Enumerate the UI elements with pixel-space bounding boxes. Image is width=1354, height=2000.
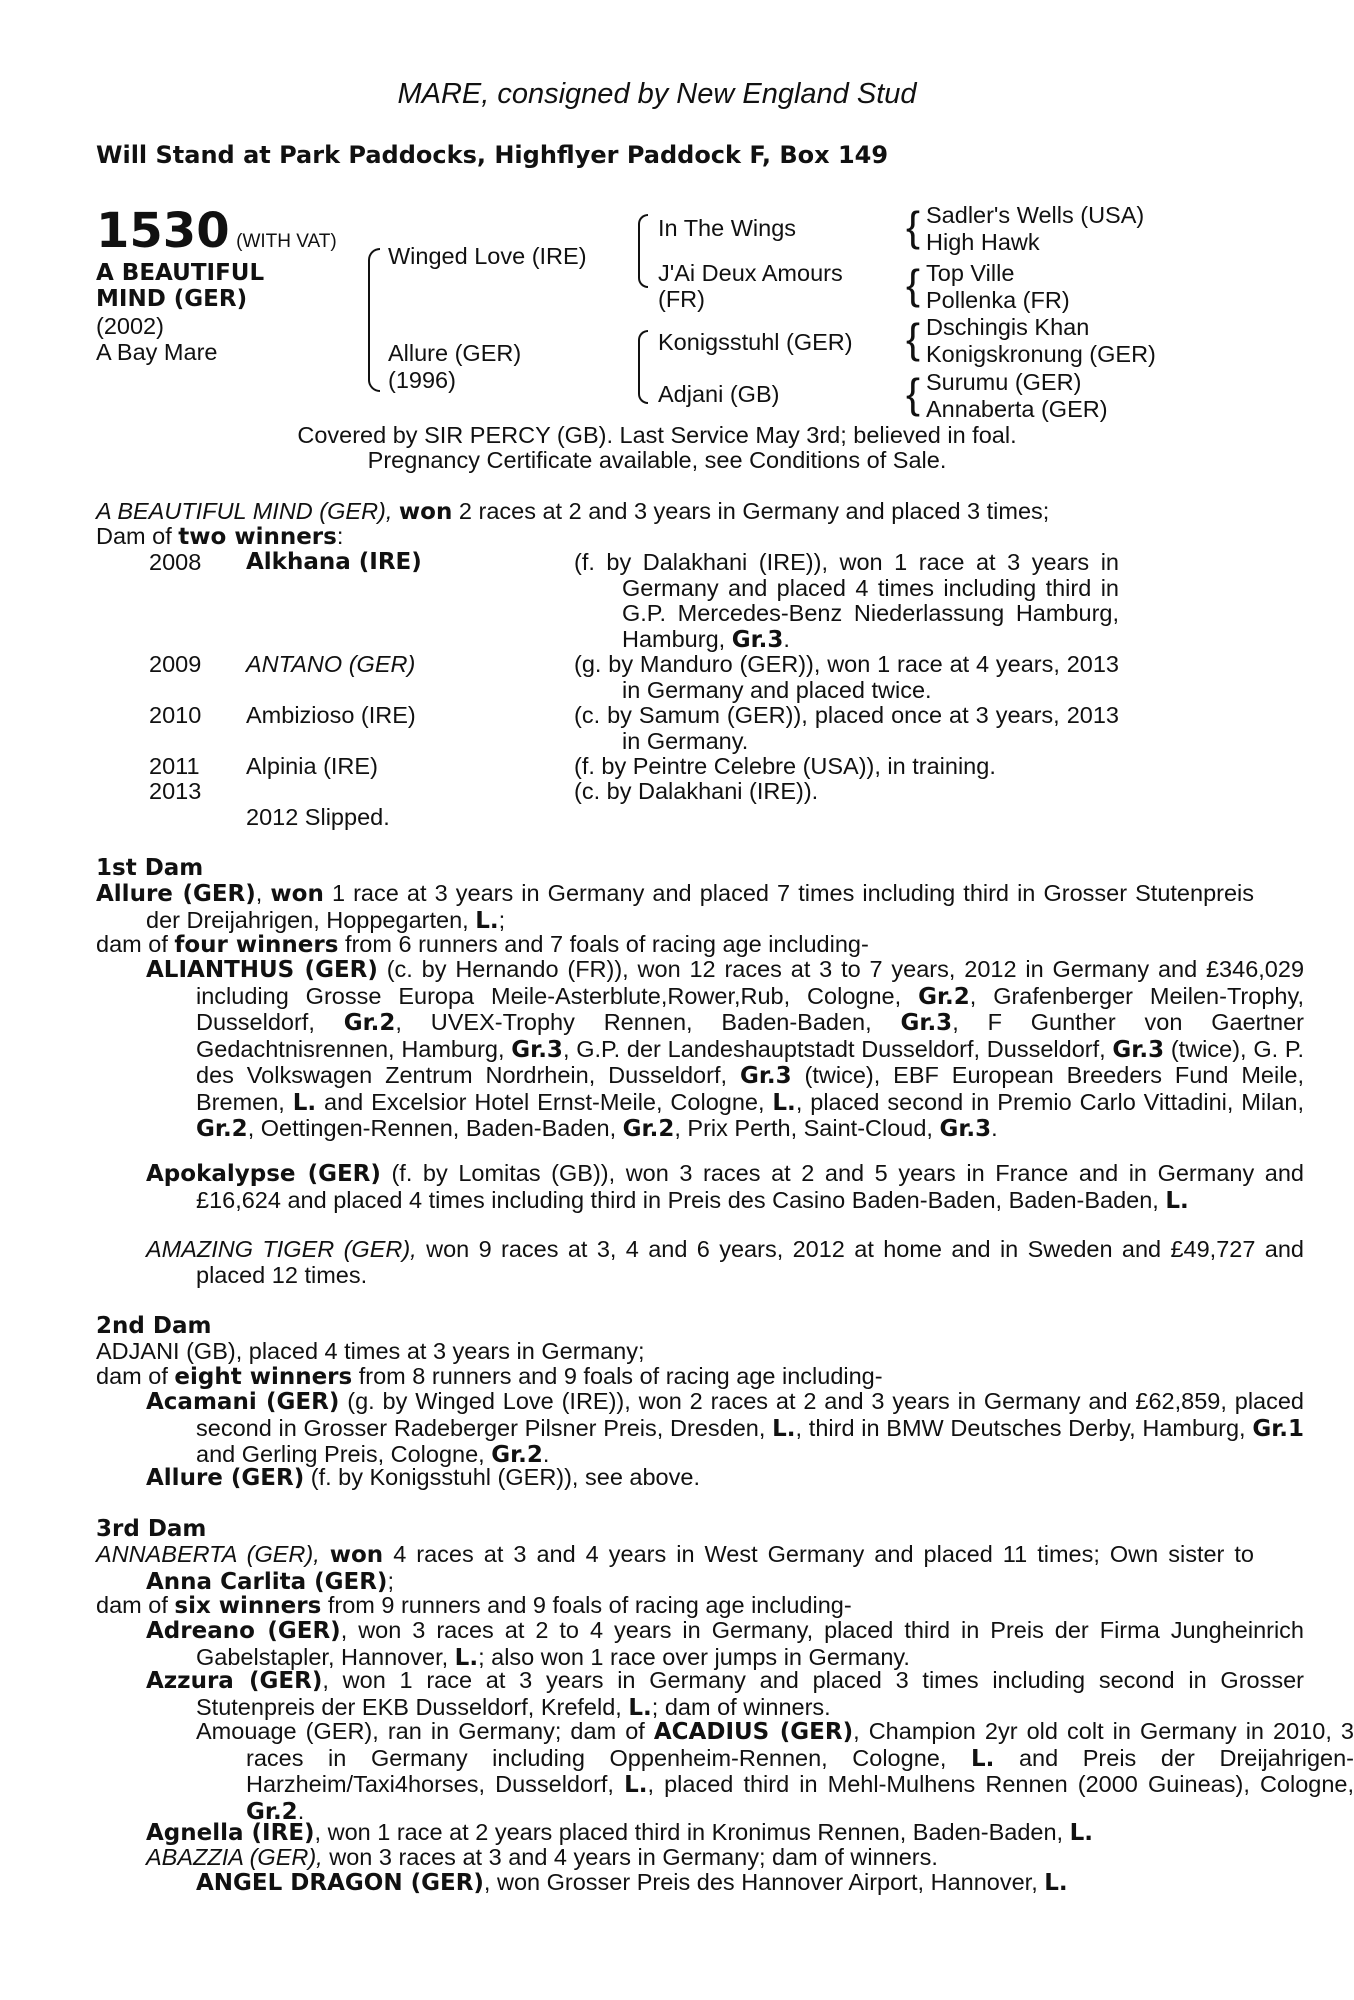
grade: Gr.3: [1112, 1036, 1165, 1063]
lot-description: A Bay Mare: [96, 339, 218, 365]
covered-line-2: Pregnancy Certificate available, see Conditions of Sale.: [367, 447, 947, 473]
dam1-won: won: [270, 881, 324, 907]
listed-mark: L.: [1069, 1820, 1094, 1846]
progeny-text: Oettingen-Rennen, Baden-Baden,: [260, 1115, 617, 1141]
progeny-text: UVEX-Trophy Rennen, Baden-Baden,: [430, 1009, 872, 1035]
listed-mark: L.: [772, 1089, 796, 1116]
brace-sire: [638, 214, 648, 288]
grade: Gr.1: [1252, 1415, 1304, 1442]
progeny-text: ; dam of winners.: [651, 1693, 831, 1720]
record-name: A BEAUTIFUL MIND (GER),: [96, 498, 393, 524]
progeny-name: Acamani (GER): [146, 1389, 340, 1415]
grade: Gr.3: [511, 1036, 563, 1063]
dam3-record: [96, 1542, 1254, 1595]
progeny-name: ANGEL DRAGON (GER): [196, 1870, 484, 1896]
grade: Gr.2: [918, 983, 970, 1010]
listed-mark: L.: [1165, 1187, 1189, 1214]
pedigree-dam: Allure (GER): [388, 340, 522, 366]
produce-detail: (c. by Dalakhani (IRE)).: [574, 778, 819, 804]
pedigree-sire-sire: In The Wings: [658, 215, 797, 241]
dam1-heading: 1st Dam: [96, 855, 204, 881]
progeny-text: won 3 races at 3 and 4 years in Germany; dam of winners.: [329, 1844, 938, 1870]
semicolon: ;: [387, 1567, 394, 1594]
brace-main: [368, 248, 380, 392]
consignor-title: MARE, consigned by New England Stud: [397, 78, 917, 110]
dam-of-line: [96, 524, 343, 551]
pedigree-g5: Dschingis Khan: [926, 314, 1090, 340]
progeny-text: , placed third in Mehl-Mulhens Rennen (2000 Guineas), Cologne,: [647, 1771, 1354, 1797]
dam3-won: won: [329, 1542, 384, 1568]
listed-mark: L.: [772, 1415, 796, 1442]
dam1-progeny-1: ALIANTHUS (GER) (c. by Hernando (FR)), won 12 races at 3 to 7 years, 2012 in Germany and £346,029 including Grosse Europa Meile-Asterblute,Rower,Rub, Cologne, Gr.2, Grafenberger Meilen-Trophy, Dusseldorf, Gr.2, UVEX-Trophy Rennen, Baden-Baden, Gr.3, F Gunther von Gaertner Gedachtnisrennen, Hamburg, Gr.3, G.P. der Landeshauptstadt Dusseldorf, Dusseldorf, Gr.3 (twice), G. P. des Volkswagen Zentrum Nordrhein, Dusseldorf, Gr.3 (twice), EBF European Breeders Fund Meile, Bremen, L. and Excelsior Hotel Ernst-Meile, Cologne, L., placed second in Premio Carlo Vittadini, Milan, Gr.2, Oettingen-Rennen, Baden-Baden, Gr.2, Prix Perth, Saint-Cloud, Gr.3.: [146, 956, 1305, 1142]
progeny-text: Amouage (GER), ran in Germany; dam of: [196, 1718, 645, 1744]
foals-text: from 8 runners and 9 foals of racing age including-: [358, 1363, 883, 1389]
winners-count: eight winners: [174, 1364, 353, 1390]
dam1-record: Allure (GER), won 1 race at 3 years in Germany and placed 7 times including third in Grosser Stutenpreis der Dreijahrigen, Hoppegarten, L.;: [96, 880, 1255, 934]
produce-detail: (f. by Peintre Celebre (USA)), in training.: [574, 753, 996, 779]
pedigree-sire-dam-1: J'Ai Deux Amours: [658, 260, 843, 286]
progeny-text: third in BMW Deutsches Derby, Hamburg,: [808, 1414, 1246, 1441]
dam2-dam-of: [96, 1364, 1204, 1391]
progeny-name: ACADIUS (GER): [653, 1719, 854, 1745]
dam1-dam-of: [96, 932, 1204, 959]
record-won: won: [398, 499, 453, 525]
location-line: Will Stand at Park Paddocks, Highflyer Paddock F, Box 149: [96, 141, 889, 169]
produce-detail: (c. by Samum (GER)), placed once at 3 years, 2013 in Germany.: [574, 702, 1119, 754]
listed-mark: L.: [624, 1772, 648, 1798]
produce-year: 2008: [149, 549, 202, 575]
dam1-progeny-2: [96, 1161, 1304, 1214]
progeny-text: and Gerling Preis, Cologne,: [196, 1441, 485, 1467]
dam3-text: 4 races at 3 and 4 years in West Germany and placed 11 times; Own sister to: [393, 1541, 1254, 1567]
dam3-progeny-2a: Amouage (GER), ran in Germany; dam of ACADIUS (GER), Champion 2yr old colt in Germany in 2010, 3 races in Germany including Oppenheim-Rennen, Cologne, L. and Preis der Dreijahrigen-Harzheim/Taxi4horses, Dusseldorf, L., placed third in Mehl-Mulhens Rennen (2000 Guineas), Cologne, Gr.2.: [196, 1718, 1354, 1825]
grade: Gr.2: [246, 1798, 298, 1825]
dam3-progeny-2: [96, 1668, 1304, 1721]
progeny-text: F Gunther von Gaertner Gedachtnisrennen, Hamburg,: [196, 1009, 1304, 1062]
grade: Gr.2: [622, 1116, 675, 1142]
progeny-text: , won 3 races at 2 to 4 years in Germany, placed third in Preis der Firma Jungheinrich Gabelstapler, Hannover,: [196, 1617, 1305, 1670]
progeny-name: ABAZZIA (GER),: [146, 1844, 323, 1870]
progeny-name: Apokalypse (GER): [146, 1161, 381, 1187]
dam1-progeny-3: [96, 1237, 1304, 1288]
grade: Gr.2: [343, 1010, 396, 1036]
dam3-dam-of: [96, 1593, 1204, 1620]
grade: Gr.2: [196, 1116, 248, 1142]
brace-g56: {: [906, 315, 921, 362]
race-record: [96, 499, 1049, 526]
winners-count: two winners: [178, 524, 337, 550]
dam3-progeny-3: [96, 1820, 1304, 1847]
sister-name: Anna Carlita (GER): [146, 1568, 388, 1595]
dam3-heading: 3rd Dam: [96, 1516, 207, 1542]
pedigree-g7: Surumu (GER): [926, 369, 1082, 395]
progeny-text: , won 1 race at 3 years in Germany and placed 3 times including second in Grosser Stutenpreis der EKB Dusseldorf, Krefeld,: [196, 1667, 1304, 1720]
progeny-name: ALIANTHUS (GER): [146, 957, 378, 983]
pedigree-sire: Winged Love (IRE): [388, 243, 587, 269]
pedigree-dam-dam: Adjani (GB): [658, 381, 780, 407]
listed-mark: L.: [454, 1644, 479, 1671]
pedigree-g1: Sadler's Wells (USA): [926, 202, 1145, 228]
progeny-text: ; also won 1 race over jumps in Germany.: [478, 1643, 910, 1670]
listed-mark: L.: [475, 907, 499, 934]
progeny-text: and Excelsior Hotel Ernst-Meile, Cologne,: [324, 1088, 765, 1115]
progeny-text: and Preis der Dreijahrigen-Harzheim/Taxi4horses, Dusseldorf,: [246, 1744, 1354, 1797]
progeny-text: (c. by Hernando (FR)), won 12 races at 3 to 7 years, 2012 in Germany and £346,029 including Grosse Europa Meile-Asterblute,Rower,Rub, Cologne,: [196, 956, 1305, 1009]
dam-of-label: dam of: [96, 1363, 168, 1389]
full-stop: .: [783, 625, 790, 652]
colon: :: [336, 523, 344, 549]
slipped-note: 2012 Slipped.: [246, 804, 390, 830]
pedigree-g2: High Hawk: [926, 229, 1040, 255]
produce-name: ANTANO (GER): [246, 651, 416, 677]
pedigree-g8: Annaberta (GER): [926, 396, 1108, 422]
progeny-text: , Champion 2yr old colt in Germany in 2010, 3 races in Germany including Oppenheim-Rennen, Cologne,: [246, 1718, 1354, 1771]
foals-text: from 6 runners and 7 foals of racing age including-: [344, 931, 869, 957]
produce-detail: [574, 550, 1119, 653]
brace-g34: {: [906, 261, 921, 308]
progeny-text: won 9 races at 3, 4 and 6 years, 2012 at home and in Sweden and £49,727 and placed 12 times.: [196, 1236, 1304, 1288]
progeny-text: placed second in Premio Carlo Vittadini, Milan,: [810, 1088, 1304, 1115]
produce-year: 2009: [149, 651, 202, 677]
progeny-text: Prix Perth, Saint-Cloud,: [687, 1115, 933, 1141]
grade: Gr.3: [900, 1010, 953, 1036]
semicolon: ;: [498, 906, 506, 933]
grade: Gr.3: [939, 1116, 992, 1142]
dam2-progeny-2: [96, 1465, 1304, 1492]
progeny-text: G.P. der Landeshauptstadt Dusseldorf, Dusseldorf,: [576, 1035, 1106, 1062]
progeny-text: (twice), G. P. des Volkswagen Zentrum Nordrhein, Dusseldorf,: [196, 1035, 1305, 1088]
dam1-name: Allure (GER): [96, 881, 256, 907]
brace-g78: {: [906, 370, 921, 417]
dam2-record: ADJANI (GB), placed 4 times at 3 years in Germany;: [96, 1338, 645, 1364]
produce-name: Alkhana (IRE): [246, 549, 422, 575]
listed-mark: L.: [1044, 1870, 1068, 1896]
dam2-heading: 2nd Dam: [96, 1313, 212, 1339]
pedigree-dam-year: (1996): [388, 367, 456, 393]
brace-g12: {: [906, 203, 921, 250]
pedigree-g6: Konigskronung (GER): [926, 341, 1156, 367]
progeny-name: Agnella (IRE): [146, 1820, 315, 1846]
produce-detail: (g. by Manduro (GER)), won 1 race at 4 years, 2013 in Germany and placed twice.: [574, 651, 1119, 703]
dam3-progeny-5: [96, 1870, 1354, 1897]
produce-year: 2011: [149, 753, 200, 779]
progeny-name: Allure (GER): [146, 1465, 305, 1491]
produce-year: 2013: [149, 778, 202, 804]
grade: Gr.3: [731, 626, 784, 653]
produce-name: Alpinia (IRE): [246, 753, 378, 779]
progeny-text: Grafenberger Meilen-Trophy, Dusseldorf,: [196, 982, 1304, 1035]
grade: Gr.2: [491, 1442, 543, 1468]
progeny-text: , won 1 race at 2 years placed third in Kronimus Rennen, Baden-Baden,: [314, 1819, 1064, 1845]
foals-text: from 9 runners and 9 foals of racing age including-: [327, 1592, 852, 1618]
lot-name-2: MIND (GER): [96, 286, 248, 312]
progeny-name: AMAZING TIGER (GER),: [146, 1236, 417, 1262]
dam-of-label: dam of: [96, 1592, 168, 1618]
dam2-progeny-1: Acamani (GER) (g. by Winged Love (IRE)), won 2 races at 2 and 3 years in Germany and £62,859, placed second in Grosser Radeberger Pilsner Preis, Dresden, L., third in BMW Deutsches Derby, Hamburg, Gr.1 and Gerling Preis, Cologne, Gr.2.: [146, 1388, 1304, 1468]
pedigree-dam-sire: Konigsstuhl (GER): [658, 329, 853, 355]
progeny-name: Azzura (GER): [146, 1668, 323, 1694]
produce-detail-text: (f. by Dalakhani (IRE)), won 1 race at 3 years in Germany and placed 4 times including third in G.P. Mercedes-Benz Niederlassung Hamburg, Hamburg,: [574, 549, 1119, 652]
produce-year: 2010: [149, 702, 202, 728]
pedigree-sire-dam-2: (FR): [658, 286, 705, 312]
dam-of-label: dam of: [96, 931, 168, 957]
pedigree-g3: Top Ville: [926, 260, 1015, 286]
progeny-text: (f. by Lomitas (GB)), won 3 races at 2 and 5 years in France and in Germany and £16,624 and placed 4 times including third in Preis des Casino Baden-Baden, Baden-Baden,: [196, 1160, 1304, 1213]
progeny-text: (f. by Konigsstuhl (GER)), see above.: [310, 1464, 700, 1490]
progeny-name: Adreano (GER): [146, 1618, 341, 1644]
brace-dam: [638, 330, 648, 404]
pedigree-g4: Pollenka (FR): [926, 287, 1070, 313]
lot-name-1: A BEAUTIFUL: [96, 260, 265, 286]
dam3-progeny-4: [96, 1845, 1304, 1871]
grade: Gr.3: [739, 1063, 792, 1089]
produce-name: Ambizioso (IRE): [246, 702, 416, 728]
vat-note: (WITH VAT): [236, 231, 337, 252]
lot-year: (2002): [96, 313, 164, 339]
winners-count: six winners: [174, 1593, 322, 1619]
dam-of-label: Dam of: [96, 523, 172, 549]
listed-mark: L.: [628, 1694, 652, 1721]
dam1-text: 1 race at 3 years in Germany and placed 7 times including third in Grosser Stutenpreis der Dreijahrigen, Hoppegarten,: [146, 880, 1255, 933]
winners-count: four winners: [174, 932, 339, 958]
lot-number: 1530: [96, 203, 230, 259]
dam3-progeny-1: [96, 1618, 1304, 1671]
progeny-text: (twice), EBF European Breeders Fund Meile, Bremen,: [196, 1062, 1305, 1115]
covered-line-1: Covered by SIR PERCY (GB). Last Service May 3rd; believed in foal.: [297, 422, 1017, 448]
progeny-text: , won Grosser Preis des Hannover Airport, Hannover,: [483, 1869, 1038, 1895]
record-rest: 2 races at 2 and 3 years in Germany and placed 3 times;: [458, 498, 1050, 524]
progeny-text: (g. by Winged Love (IRE)), won 2 races at 2 and 3 years in Germany and £62,859, placed second in Grosser Radeberger Pilsner Preis, Dresden,: [196, 1388, 1304, 1441]
listed-mark: L.: [292, 1089, 317, 1116]
listed-mark: L.: [970, 1745, 995, 1772]
dam3-name: ANNABERTA (GER),: [96, 1541, 320, 1567]
